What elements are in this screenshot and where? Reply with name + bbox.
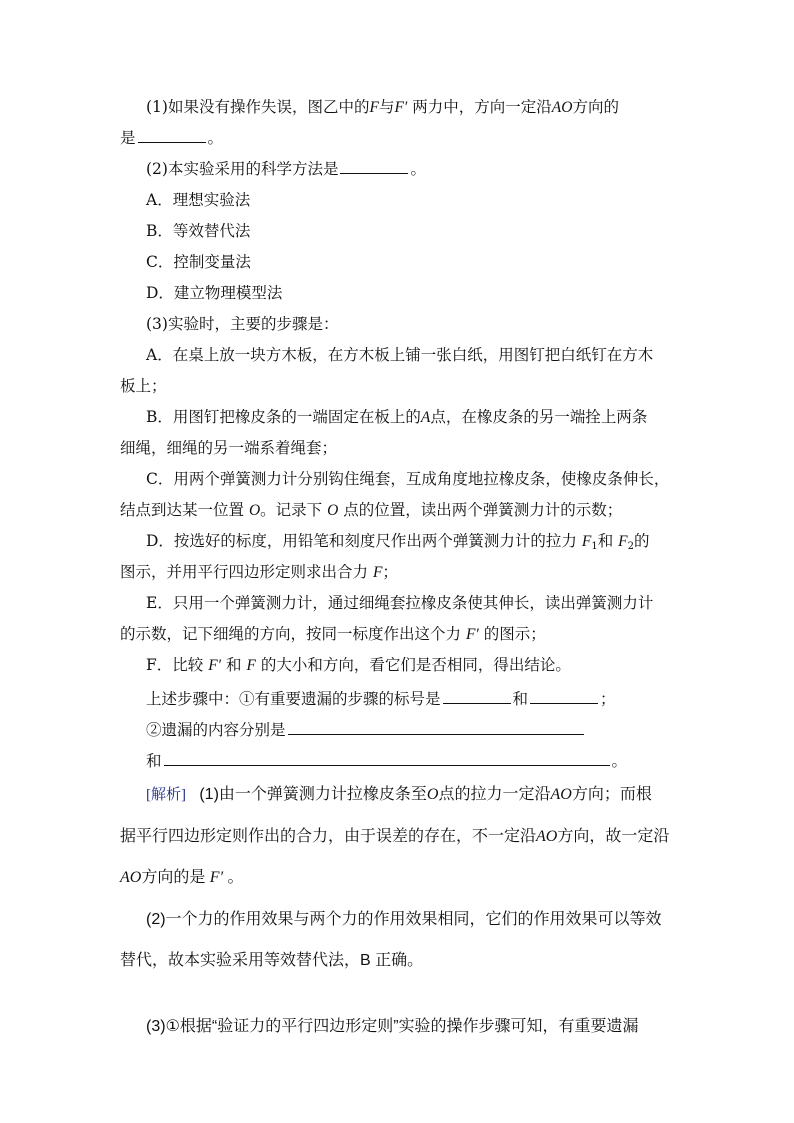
step-d-line-1: D．按选好的标度，用铅笔和刻度尺作出两个弹簧测力计的拉力 $F_1$和 $F_2$的 <box>146 532 650 552</box>
answer-blank[interactable] <box>288 720 584 735</box>
step-a-line-2: 板上； <box>120 377 167 395</box>
step-e-line-1: E．只用一个弹簧测力计，通过细绳套拉橡皮条使其伸长，读出弹簧测力计 <box>146 594 654 612</box>
step-d-line-2: 图示，并用平行四边形定则求出合力 F； <box>120 563 398 581</box>
q1-line-2: 是 。 <box>120 129 224 147</box>
q2-option-b: B．等效替代法 <box>146 222 251 240</box>
answer-blank[interactable] <box>138 128 206 143</box>
step-a-line-1: A．在桌上放一块方木板，在方木板上铺一张白纸，用图钉把白纸钉在方木 <box>146 346 654 364</box>
q3-stem: (3)实验时，主要的步骤是： <box>146 315 339 333</box>
analysis-tag: [解析] <box>146 787 186 803</box>
answer-blank[interactable] <box>530 689 598 704</box>
q2-option-a: A．理想实验法 <box>146 191 251 209</box>
analysis-line-4: (2)一个力的作用效果与两个力的作用效果相同，它们的作用效果可以等效 <box>146 911 662 928</box>
q2-option-d: D．建立物理模型法 <box>146 284 283 302</box>
q3-ask-3: 和 。 <box>146 752 628 770</box>
step-e-line-2: 的示数，记下细绳的方向，按同一标度作出这个力 F′ 的图示； <box>120 625 546 643</box>
analysis-line-5: 替代，故本实验采用等效替代法，B 正确。 <box>120 952 424 969</box>
analysis-line-6: (3)①根据“验证力的平行四边形定则”实验的操作步骤可知，有重要遗漏 <box>146 1018 639 1035</box>
analysis-line-1: [解析] (1)由一个弹簧测力计拉橡皮条至O点的拉力一定沿AO方向；而根 <box>146 786 652 803</box>
step-c-line-2: 结点到达某一位置 O。记录下 O 点的位置，读出两个弹簧测力计的示数； <box>120 501 623 519</box>
analysis-line-3: AO方向的是 F′ 。 <box>120 869 244 886</box>
q3-ask-1: 上述步骤中：①有重要遗漏的步骤的标号是 和 ； <box>146 690 616 708</box>
q1-line-1: (1)如果没有操作失误，图乙中的F与F′ 两力中，方向一定沿AO方向的 <box>146 98 619 116</box>
step-b-line-2: 细绳，细绳的另一端系着绳套； <box>120 439 338 457</box>
step-c-line-1: C．用两个弹簧测力计分别钩住绳套，互成角度地拉橡皮条，使橡皮条伸长， <box>146 470 670 488</box>
q2-option-c: C．控制变量法 <box>146 253 251 271</box>
q2-stem: (2)本实验采用的科学方法是 。 <box>146 160 426 178</box>
answer-blank[interactable] <box>443 689 511 704</box>
analysis-line-2: 据平行四边形定则作出的合力，由于误差的存在，不一定沿AO方向，故一定沿 <box>120 828 670 845</box>
answer-blank[interactable] <box>340 159 408 174</box>
step-b-line-1: B．用图钉把橡皮条的一端固定在板上的A点，在橡皮条的另一端拴上两条 <box>146 408 648 426</box>
answer-blank[interactable] <box>164 751 610 766</box>
step-f-line: F．比较 F′ 和 F 的大小和方向，看它们是否相同，得出结论。 <box>146 656 571 674</box>
q3-ask-2: ②遗漏的内容分别是 <box>146 720 586 740</box>
